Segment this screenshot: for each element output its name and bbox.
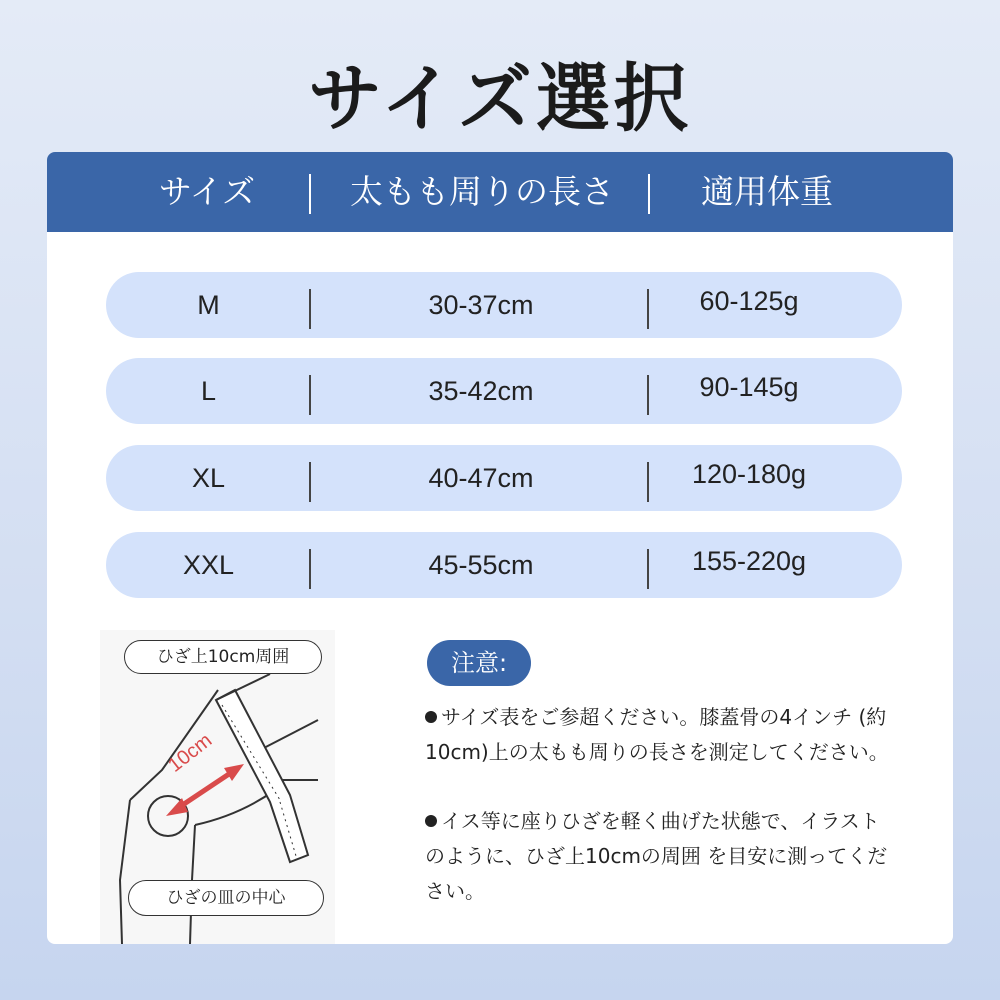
row-divider [309,289,311,329]
note-item [425,700,895,770]
length-cell: 35-42cm [428,376,534,406]
page-title: サイズ選択 [307,56,693,142]
row-divider [309,375,311,415]
note-text: イス等に座りひざを軽く曲げた状態で、イラストのように、ひざ上10cmの周囲 を目安に測ってください。 [425,809,888,903]
row-divider [647,462,649,502]
length-cell: 45-55cm [428,550,534,580]
row-divider [647,289,649,329]
bullet-icon [425,711,437,723]
length-cell: 40-47cm [428,463,534,493]
row-divider [309,549,311,589]
table-row [106,445,902,511]
note-item [425,804,895,909]
notice-badge: 注意: [427,640,531,686]
header-divider [309,174,311,214]
bullet-icon [425,815,437,827]
measure-label: 10cm [164,729,217,777]
header-thigh-length: 太もも周りの長さ [350,172,614,211]
row-divider [309,462,311,502]
weight-cell: 60-125g [699,286,799,316]
row-divider [647,375,649,415]
size-cell: M [197,290,220,320]
table-row [106,532,902,598]
kneecap-center-label: ひざの皿の中心 [128,880,324,916]
knee-measurement-illustration [100,630,335,944]
row-divider [647,549,649,589]
size-cell: XXL [182,550,235,580]
table-header [47,152,953,232]
size-cell: L [200,376,217,406]
table-row [106,358,902,424]
weight-cell: 120-180g [691,459,807,489]
header-weight: 適用体重 [701,172,833,211]
table-row [106,272,902,338]
note-text: サイズ表をご参超ください。膝蓋骨の4インチ (約10cm)上の太もも周りの長さを測定してください。 [425,705,889,764]
size-cell: XL [191,463,226,493]
weight-cell: 90-145g [699,372,799,402]
header-divider [648,174,650,214]
size-table-card [47,152,953,944]
header-size: サイズ [158,172,256,211]
length-cell: 30-37cm [428,290,534,320]
above-knee-label: ひざ上10cm周囲 [124,640,322,674]
weight-cell: 155-220g [691,546,807,576]
